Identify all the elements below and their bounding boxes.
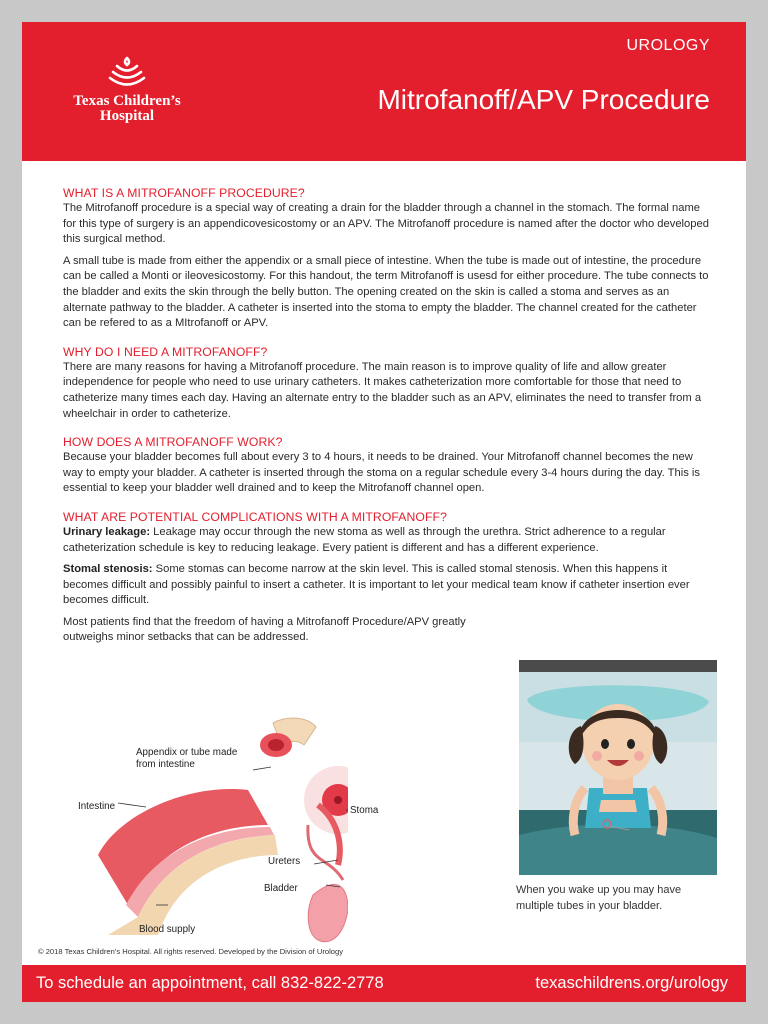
logo-line-2: Hospital [99, 108, 155, 124]
section-heading: WHY DO I NEED A MITROFANOFF? [63, 344, 268, 359]
paragraph: Because your bladder becomes full about every 3 to 4 hours, it needs to be drained. Your Mitrofanoff channel becomes the new way to empty your bladder. A catheter is inserted through the stoma on a regular schedule every 3-4 hours during the day. This is essential to keep your bladder well drained and to keep the Mitrofanoff channel open. [63, 451, 701, 495]
hands-heart-icon [108, 56, 146, 90]
logo-wordmark [62, 94, 192, 124]
paragraph: The Mitrofanoff procedure is a special way of creating a drain for the bladder through a channel in the stomach. The formal name for this type of surgery is an appendicovesicostomy or an APV. The Mitrofanoff procedure is named after the doctor who developed this surgical method. [63, 202, 709, 246]
section-heading: WHAT ARE POTENTIAL COMPLICATIONS WITH A MITROFANOFF? [63, 509, 447, 524]
website-link[interactable]: texaschildrens.org/urology [535, 974, 728, 992]
body-content [63, 185, 711, 658]
complication-item [63, 525, 711, 556]
complication-term: Urinary leakage: [63, 525, 151, 538]
label-ureters: Ureters [268, 856, 301, 867]
section-heading: WHAT IS A MITROFANOFF PROCEDURE? [63, 186, 305, 200]
anatomy-illustration [38, 705, 348, 945]
paragraph: There are many reasons for having a Mitrofanoff procedure. The main reason is to improve quality of life and allow greater independence for people who need to use urinary catheters. It makes catheterization more comfortable for those that need to catheterize many times each day. Having an alternate entry to the bladder such as an APV, eliminates the need to transfer from a wheelchair in order to catheterize. [63, 360, 702, 420]
handout-page [22, 22, 746, 1002]
label-stoma: Stoma [350, 805, 379, 816]
header-banner [22, 22, 746, 161]
section-heading: HOW DOES A MITROFANOFF WORK? [63, 435, 283, 450]
paragraph: A small tube is made from either the appendix or a small piece of intestine. When the tube is made out of intestine, the procedure can be called a Monti or ileovesicostomy. For this handout, the term Mitrofanoff is usesd for either procedure. The tube connects to the bladder and exits the skin through the belly button. The opening created on the skin is called a stoma and serves as an alternate pathway to the bladder. A catheter is inserted into the stoma to empty the bladder. The channel created for the catheter can be refered to as a MItrofanoff or APV. [63, 254, 709, 330]
department-label: UROLOGY [626, 37, 710, 54]
closing-paragraph: Most patients find that the freedom of having a Mitrofanoff Procedure/APV greatly outweighs minor setbacks that can be addressed. [63, 615, 466, 644]
section-what-is [63, 185, 711, 332]
complication-text: Leakage may occur through the new stoma as well as through the urethra. Strict adherence to a regular catheterization schedule is key to reducing leakage. Every patient is different and has a different experience. [63, 525, 666, 554]
footer-banner [22, 965, 746, 1002]
copyright-notice: © 2018 Texas Children’s Hospital. All rights reserved. Developed by the Division of Urology [38, 947, 343, 956]
section-complications [63, 509, 711, 646]
child-illustration [519, 660, 717, 875]
complication-term: Stomal stenosis: [63, 563, 153, 576]
label-blood-supply: Blood supply [139, 924, 196, 935]
section-why-need [63, 344, 711, 422]
complication-item [63, 562, 711, 609]
hospital-logo [62, 56, 192, 124]
logo-line-1: Texas Children’s [73, 93, 181, 109]
appointment-phone-text: To schedule an appointment, call 832-822-2778 [36, 974, 384, 992]
label-intestine: Intestine [78, 801, 116, 812]
section-how-work [63, 434, 711, 497]
illustration-caption: When you wake up you may have multiple tubes in your bladder. [516, 884, 682, 912]
label-bladder: Bladder [264, 883, 298, 894]
page-title: Mitrofanoff/APV Procedure [377, 84, 710, 115]
anatomy-diagram [38, 705, 379, 945]
complication-text: Some stomas can become narrow at the skin level. This is called stomal stenosis. When this happens it becomes difficult and possibly painful to insert a catheter. It is important to let your medical team know if catheter insertion ever becomes difficult. [63, 563, 690, 607]
label-appendix: Appendix or tube made from intestine [136, 747, 238, 770]
